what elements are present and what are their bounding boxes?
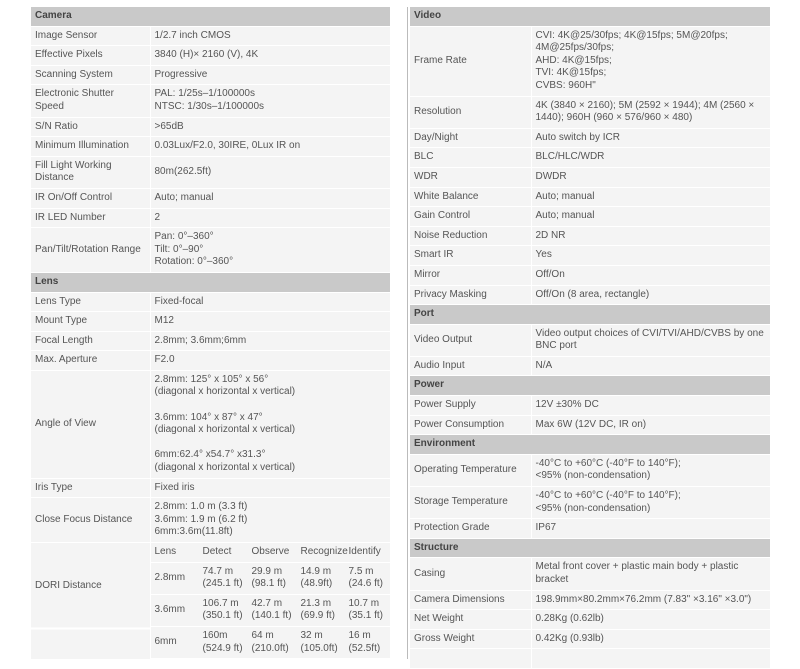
spec-value (531, 649, 770, 669)
spec-row (410, 246, 770, 266)
spec-label: Effective Pixels (31, 46, 150, 66)
spec-value (150, 312, 390, 332)
value-line: (98.1 ft) (251, 578, 286, 590)
dori-cell (151, 626, 199, 658)
value-line: <95% (non-condensation) (535, 502, 651, 514)
value-line: 4M@25fps/30fps; (535, 42, 615, 54)
spec-label: Privacy Masking (410, 285, 531, 305)
value-line: 2 (154, 211, 161, 223)
spec-label: Gross Weight (410, 629, 531, 649)
value-line: <95% (non-condensation) (535, 470, 651, 482)
spec-label: Fill Light Working Distance (31, 156, 150, 188)
spec-label: Iris Type (31, 478, 150, 498)
value-line: (diagonal x horizontal x vertical) (154, 424, 296, 436)
value-line: Auto; manual (154, 191, 214, 203)
spec-table-right (410, 7, 770, 669)
spec-label: Resolution (410, 96, 531, 128)
section-title: Environment (410, 435, 770, 455)
value-line: (48.9ft) (300, 578, 333, 590)
spec-value (531, 226, 770, 246)
spec-value (531, 610, 770, 630)
spec-label: Minimum Illumination (31, 137, 150, 157)
dori-table (151, 543, 391, 659)
value-line: PAL: 1/25s–1/100000s (154, 88, 255, 100)
spec-label: Frame Rate (410, 26, 531, 96)
value-line: BNC port (535, 340, 577, 352)
spec-value (150, 85, 390, 117)
section-title: Video (410, 7, 770, 26)
spec-row (410, 187, 770, 207)
spec-label: Mount Type (31, 312, 150, 332)
spec-value (531, 454, 770, 486)
spec-row (31, 156, 390, 188)
spec-value (531, 187, 770, 207)
dori-table-cell (150, 543, 390, 660)
value-line: (52.5ft) (348, 642, 381, 654)
section-header-power (410, 376, 770, 396)
spec-value (531, 167, 770, 187)
value-line (536, 652, 767, 665)
spec-row (410, 148, 770, 168)
spec-label: Video Output (410, 324, 531, 356)
value-line: 64 m (251, 629, 274, 641)
spec-value (150, 498, 390, 543)
value-line: 1440); 960H (960 × 576/960 × 480) (535, 112, 693, 124)
value-line: (diagonal x horizontal x vertical) (154, 462, 296, 474)
value-line: 7.5 m (348, 565, 374, 577)
spec-label: IR LED Number (31, 208, 150, 228)
spec-label: Storage Temperature (410, 487, 531, 519)
value-line: CVBS: 960H" (535, 79, 596, 91)
value-line: 6mm:3.6m(11.8ft) (154, 526, 233, 538)
value-line: 1/2.7 inch CMOS (154, 29, 231, 41)
value-line: 74.7 m (202, 565, 234, 577)
value-line: Fixed iris (154, 481, 195, 493)
camera-lens-table (31, 7, 390, 660)
dori-cell (345, 626, 391, 658)
value-line: (24.6 ft) (348, 578, 383, 590)
value-line: TVI: 4K@15fps; (535, 67, 607, 79)
value-line: 0.03Lux/F2.0, 30IRE, 0Lux IR on (154, 140, 301, 152)
spec-label: Pan/Tilt/Rotation Range (31, 228, 150, 273)
value-line: Tilt: 0°–90° (154, 243, 204, 255)
dori-cell (199, 594, 248, 626)
spec-table-left (31, 7, 390, 660)
value-line: Auto; manual (535, 190, 595, 202)
value-line: Auto switch by ICR (535, 131, 620, 143)
value-line: M12 (154, 315, 174, 327)
spec-value (150, 351, 390, 371)
value-line: Pan: 0°–360° (154, 231, 214, 243)
dori-header: Detect (199, 543, 248, 562)
value-line: AHD: 4K@15fps; (535, 54, 612, 66)
spec-value (531, 26, 770, 96)
value-line: 160m (202, 629, 228, 641)
dori-row (31, 543, 390, 660)
spec-row (410, 26, 770, 96)
spec-value (531, 265, 770, 285)
spec-value (150, 46, 390, 66)
spec-label: Focal Length (31, 331, 150, 351)
spec-value (150, 117, 390, 137)
spec-value (531, 487, 770, 519)
spec-row (410, 128, 770, 148)
value-line: (524.9 ft) (202, 642, 243, 654)
spec-row (31, 351, 390, 371)
spec-row (31, 65, 390, 85)
spec-value (531, 396, 770, 416)
spec-row (410, 96, 770, 128)
value-line: 42.7 m (251, 597, 283, 609)
dori-header: Identify (345, 543, 391, 562)
spec-row (410, 519, 770, 539)
spec-value (150, 331, 390, 351)
value-line: 198.9mm×80.2mm×76.2mm (7.83" ×3.16" ×3.0") (535, 593, 752, 605)
spec-row (31, 117, 390, 137)
spec-value (150, 292, 390, 312)
value-line: Auto; manual (535, 210, 595, 222)
spec-value (150, 188, 390, 208)
spec-row (410, 265, 770, 285)
value-line: 12V ±30% DC (535, 399, 599, 411)
value-line: 21.3 m (300, 597, 332, 609)
value-line (155, 399, 387, 412)
value-line: 16 m (348, 629, 371, 641)
value-line: N/A (535, 359, 553, 371)
value-line: Off/On (8 area, rectangle) (535, 288, 650, 300)
spec-row (410, 207, 770, 227)
column-divider (407, 7, 408, 659)
spec-label: Casing (410, 558, 531, 590)
dori-cell (248, 626, 297, 658)
spec-label: DORI Distance (31, 543, 150, 660)
section-header-environment (410, 435, 770, 455)
spec-value (150, 478, 390, 498)
value-line: 0.42Kg (0.93lb) (535, 632, 604, 644)
spec-row (410, 590, 770, 610)
spec-label: Scanning System (31, 65, 150, 85)
value-line: 80m(262.5ft) (154, 166, 212, 178)
value-line: 2.8mm: 1.0 m (3.3 ft) (154, 501, 248, 513)
spec-row (31, 498, 390, 543)
section-title: Lens (31, 272, 390, 292)
spec-value (150, 137, 390, 157)
spec-row (31, 331, 390, 351)
value-line: 2.8mm: 125° x 105° x 56° (154, 373, 269, 385)
dori-cell (297, 594, 345, 626)
spec-label: Mirror (410, 265, 531, 285)
dori-cell (151, 562, 199, 594)
spec-row (31, 370, 390, 478)
dori-header-row (151, 543, 391, 562)
spec-label: Close Focus Distance (31, 498, 150, 543)
spec-label: Angle of View (31, 370, 150, 478)
spec-label: Gain Control (410, 207, 531, 227)
spec-label: Smart IR (410, 246, 531, 266)
spec-label: IR On/Off Control (31, 188, 150, 208)
value-line: -40°C to +60°C (-40°F to 140°F); (535, 490, 681, 502)
value-line: 3840 (H)× 2160 (V), 4K (154, 49, 259, 61)
spec-row (410, 610, 770, 630)
dori-header: Recognize (297, 543, 345, 562)
spec-value (531, 128, 770, 148)
value-line (155, 437, 387, 450)
value-line: 32 m (300, 629, 323, 641)
value-line: (69.9 ft) (300, 610, 335, 622)
spec-label: WDR (410, 167, 531, 187)
spec-row (31, 137, 390, 157)
spec-row (31, 478, 390, 498)
spec-value (150, 26, 390, 46)
section-title: Power (410, 376, 770, 396)
spec-label (410, 649, 531, 669)
value-line: 0.28Kg (0.62lb) (535, 613, 604, 625)
spec-label: Max. Aperture (31, 351, 150, 371)
value-line: 2.8mm; 3.6mm;6mm (154, 334, 247, 346)
spec-value (150, 228, 390, 273)
value-line: Metal front cover + plastic main body + plastic bracket (535, 561, 739, 585)
spec-value (531, 96, 770, 128)
section-header-lens (31, 272, 390, 292)
spec-row (31, 46, 390, 66)
dori-cell (199, 562, 248, 594)
dori-header: Observe (248, 543, 297, 562)
dori-cell (151, 594, 199, 626)
dori-cell (297, 626, 345, 658)
spec-value (531, 285, 770, 305)
spec-row (31, 26, 390, 46)
spec-label: Day/Night (410, 128, 531, 148)
dori-cell (345, 594, 391, 626)
spec-value (531, 356, 770, 376)
spec-value (531, 207, 770, 227)
dori-data-row (151, 594, 391, 626)
section-title: Port (410, 305, 770, 325)
value-line: >65dB (154, 120, 184, 132)
value-line: 3.6mm (154, 604, 186, 616)
spec-label: Protection Grade (410, 519, 531, 539)
value-line: F2.0 (154, 354, 175, 366)
value-line: 29.9 m (251, 565, 283, 577)
spec-label: Lens Type (31, 292, 150, 312)
spec-label: Net Weight (410, 610, 531, 630)
section-header-structure (410, 538, 770, 558)
value-line: 2.8mm (154, 571, 186, 583)
spec-row (410, 649, 770, 669)
value-line: NTSC: 1/30s–1/100000s (154, 100, 265, 112)
value-line: (diagonal x horizontal x vertical) (154, 386, 296, 398)
spec-value (531, 629, 770, 649)
value-line: IP67 (535, 522, 557, 534)
spec-label: White Balance (410, 187, 531, 207)
value-line: BLC/HLC/WDR (535, 151, 605, 163)
spec-row (410, 226, 770, 246)
value-line: (140.1 ft) (251, 610, 292, 622)
dori-cell (248, 562, 297, 594)
value-line: Max 6W (12V DC, IR on) (535, 418, 647, 430)
spec-value (150, 370, 390, 478)
value-line: 14.9 m (300, 565, 332, 577)
spec-row (410, 285, 770, 305)
dori-data-row (151, 626, 391, 658)
spec-row (410, 324, 770, 356)
spec-value (531, 324, 770, 356)
value-line: (105.0ft) (300, 642, 338, 654)
dori-cell (345, 562, 391, 594)
value-line: 3.6mm: 104° x 87° x 47° (154, 411, 263, 423)
section-header-port (410, 305, 770, 325)
value-line: (210.0ft) (251, 642, 289, 654)
spec-label: Operating Temperature (410, 454, 531, 486)
value-line: 10.7 m (348, 597, 380, 609)
spec-row (410, 629, 770, 649)
value-line: Off/On (535, 268, 565, 280)
spec-label: Noise Reduction (410, 226, 531, 246)
spec-row (31, 228, 390, 273)
spec-value (531, 148, 770, 168)
value-line: 2D NR (535, 229, 566, 241)
spec-row (31, 292, 390, 312)
value-line: 6mm (154, 636, 177, 648)
spec-value (531, 519, 770, 539)
spec-value (531, 558, 770, 590)
spec-row (31, 312, 390, 332)
spec-value (150, 65, 390, 85)
spec-value (150, 156, 390, 188)
section-header-camera (31, 7, 390, 26)
spec-row (410, 356, 770, 376)
section-title: Camera (31, 7, 390, 26)
value-line: CVI: 4K@25/30fps; 4K@15fps; 5M@20fps; (535, 29, 728, 41)
dori-cell (297, 562, 345, 594)
spec-row (410, 558, 770, 590)
value-line: (35.1 ft) (348, 610, 383, 622)
spec-value (531, 590, 770, 610)
dori-cell (199, 626, 248, 658)
spec-value (531, 246, 770, 266)
spec-label: Audio Input (410, 356, 531, 376)
dori-header: Lens (151, 543, 199, 562)
dori-data-row (151, 562, 391, 594)
section-header-video (410, 7, 770, 26)
spec-label: Power Consumption (410, 415, 531, 435)
value-line: Rotation: 0°–360° (154, 256, 234, 268)
value-line: DWDR (535, 170, 567, 182)
spec-row (410, 396, 770, 416)
spec-value (150, 208, 390, 228)
value-line: 3.6mm: 1.9 m (6.2 ft) (154, 513, 248, 525)
value-line: Progressive (154, 68, 208, 80)
spec-value (531, 415, 770, 435)
spec-row (31, 208, 390, 228)
video-port-power-table (410, 7, 770, 669)
value-line: Yes (535, 249, 552, 261)
spec-label: BLC (410, 148, 531, 168)
spec-label: Power Supply (410, 396, 531, 416)
spec-label: Electronic Shutter Speed (31, 85, 150, 117)
spec-label: Camera Dimensions (410, 590, 531, 610)
spec-row (31, 85, 390, 117)
value-line: Video output choices of CVI/TVI/AHD/CVBS by one (535, 327, 764, 339)
spec-row (410, 487, 770, 519)
spec-row (410, 167, 770, 187)
value-line: 6mm:62.4° x54.7° x31.3° (154, 449, 266, 461)
value-line: (350.1 ft) (202, 610, 243, 622)
spec-label: S/N Ratio (31, 117, 150, 137)
spec-row (31, 188, 390, 208)
value-line: Fixed-focal (154, 295, 204, 307)
dori-cell (248, 594, 297, 626)
section-title: Structure (410, 538, 770, 558)
spec-label: Image Sensor (31, 26, 150, 46)
spec-row (410, 454, 770, 486)
value-line: 106.7 m (202, 597, 239, 609)
spec-row (410, 415, 770, 435)
value-line: -40°C to +60°C (-40°F to 140°F); (535, 457, 681, 469)
value-line: (245.1 ft) (202, 578, 243, 590)
value-line: 4K (3840 × 2160); 5M (2592 × 1944); 4M (2560 × (535, 99, 755, 111)
